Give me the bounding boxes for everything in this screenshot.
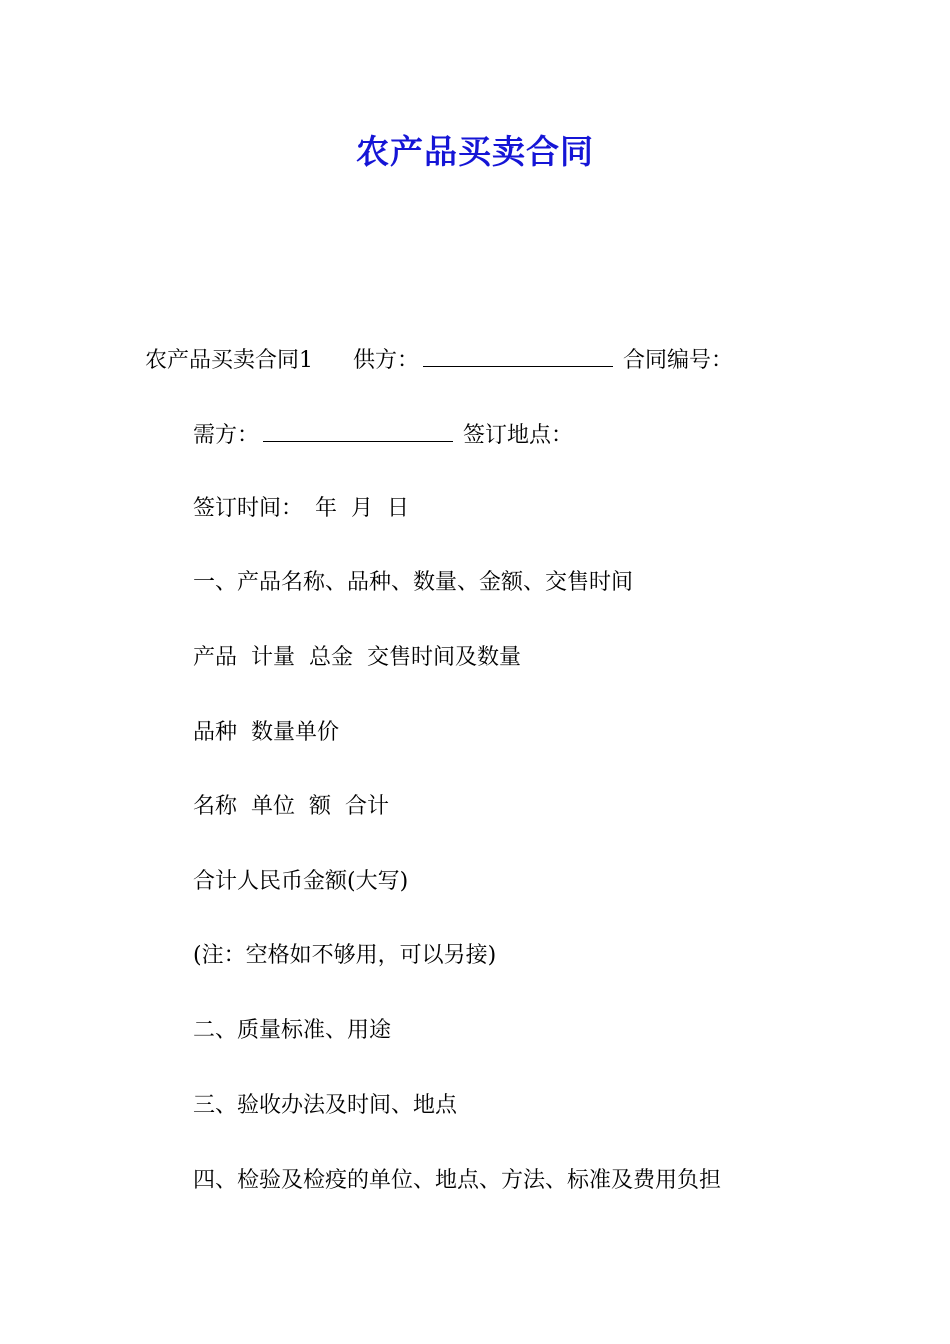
col-unit: 单位 [251,794,296,819]
signing-time-label: 签订时间： [193,496,304,521]
buyer-line [193,419,573,451]
buyer-label: 需方： [193,423,260,448]
buyer-blank [263,419,453,442]
col-quantity-price: 数量单价 [251,720,340,745]
document-title: 农产品买卖合同 [356,132,594,171]
col-subtotal: 合计 [345,794,390,819]
note-line: (注：空格如不够用，可以另接) [193,943,497,968]
table-header-row-3 [193,792,389,822]
signing-time-line [193,494,409,524]
col-total: 总金 [309,645,354,670]
col-delivery: 交售时间及数量 [367,645,522,670]
section-4-heading: 四、检验及检疫的单位、地点、方法、标准及费用负担 [193,1168,722,1193]
col-amount: 额 [309,794,332,819]
section-1-heading: 一、产品名称、品种、数量、金额、交售时间 [193,570,634,595]
contract-heading: 农产品买卖合同1 [145,348,313,373]
col-measure: 计量 [251,645,296,670]
supplier-label: 供方： [353,348,420,373]
supplier-blank [423,344,613,367]
contract-header-line [145,344,733,376]
col-product: 产品 [193,645,238,670]
contract-number-label: 合同编号： [623,348,734,373]
col-name: 名称 [193,794,238,819]
table-header-row-2 [193,718,339,748]
month-label: 月 [351,496,374,521]
table-header-row-1 [193,643,521,673]
section-3-heading: 三、验收办法及时间、地点 [193,1093,458,1118]
day-label: 日 [387,496,410,521]
year-label: 年 [315,496,338,521]
total-amount-line: 合计人民币金额(大写) [193,869,409,894]
section-2-heading: 二、质量标准、用途 [193,1018,392,1043]
signing-place-label: 签订地点： [463,423,574,448]
col-variety: 品种 [193,720,238,745]
